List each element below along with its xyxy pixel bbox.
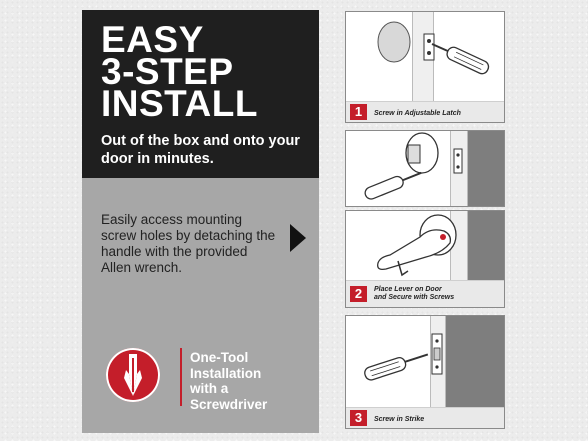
subline: Out of the box and onto your door in minutes.	[101, 133, 300, 167]
step-3-panel	[345, 315, 505, 429]
lever-mount-illustration	[346, 131, 505, 207]
headline	[101, 19, 258, 124]
step-2-top-panel	[345, 130, 505, 207]
headline-line: 3-STEP	[101, 51, 234, 92]
tool-text-line: One-Tool	[190, 350, 249, 365]
tool-text	[190, 350, 267, 412]
info-panel	[82, 10, 319, 433]
step-caption-line: and Secure with Screws	[374, 294, 455, 301]
description-text: Easily access mounting screw holes by detaching the handle with the provided Allen wrench.	[101, 212, 276, 275]
step-number: 2	[350, 286, 367, 302]
step-caption	[374, 286, 454, 302]
step-number: 1	[350, 104, 367, 120]
tool-text-line: with a	[190, 381, 229, 396]
screwdriver-icon	[106, 348, 160, 402]
step-caption	[374, 416, 424, 424]
step-caption-bar	[346, 101, 504, 122]
details-box	[82, 178, 319, 433]
arrow-right-icon	[290, 224, 306, 252]
headline-line: INSTALL	[101, 83, 258, 124]
step-1-panel	[345, 11, 505, 123]
step-caption-line: Screw in Adjustable Latch	[374, 110, 461, 117]
step-caption-bar	[346, 407, 504, 428]
step-caption-bar	[346, 280, 504, 307]
badge-divider	[180, 348, 182, 406]
step-2-panel	[345, 210, 505, 308]
tool-text-line: Screwdriver	[190, 396, 268, 412]
headline-box	[82, 10, 319, 178]
headline-line: EASY	[101, 19, 204, 60]
step-number: 3	[350, 410, 367, 426]
step-caption-line: Place Lever on Door	[374, 286, 442, 293]
step-caption-line: Screw in Strike	[374, 416, 425, 423]
step-caption	[374, 110, 461, 118]
tool-text-line: Installation	[190, 365, 262, 381]
